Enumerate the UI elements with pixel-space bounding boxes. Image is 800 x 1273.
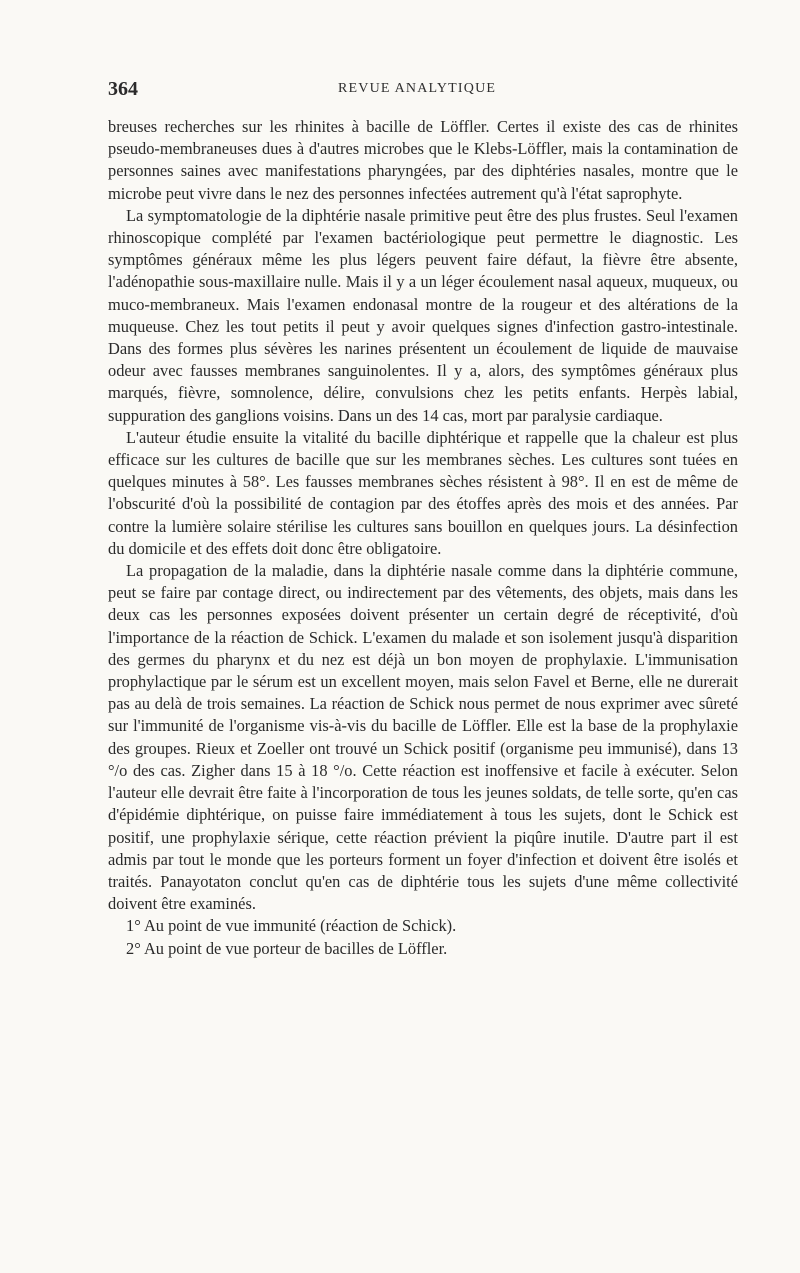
article-body <box>108 116 738 960</box>
running-title: REVUE ANALYTIQUE <box>338 81 497 96</box>
paragraph-propagation: La propagation de la maladie, dans la diphtérie nasale comme dans la diphtérie commune, peut se faire par contage direct, ou indirectement par des vêtements, des objets, mais dans les deux cas les personnes exposées doivent présenter un certain degré de réceptivité, d'où l'importance de la réaction de Schick. L'examen du malade et son isolement jusqu'à disparition des germes du pharynx et du nez est déjà un bon moyen de prophylaxie. L'immunisation prophylactique par le sérum est un excellent moyen, mais selon Favel et Berne, elle ne durerait pas au delà de trois semaines. La réaction de Schick nous permet de nous exprimer avec sûreté sur l'immunité de l'organisme vis-à-vis du bacille de Löffler. Elle est la base de la prophylaxie des groupes. Rieux et Zoeller ont trouvé un Schick positif (organisme peu immunisé), dans 13 °/o des cas. Zigher dans 15 à 18 °/o. Cette réaction est inoffensive et facile à exécuter. Selon l'auteur elle devrait être faite à l'incorporation de tous les jeunes soldats, de telle sorte, qu'en cas d'épidémie diphtérique, on puisse faire immédiatement à tous les sujets, dont le Schick est positif, une prophylaxie sérique, cette réaction prévient la piqûre inutile. D'autre part il est admis par tout le monde que les porteurs forment un foyer d'infection et doivent être isolés et traités. Panayotaton conclut qu'en cas de diphtérie tous les sujets d'une même collectivité doivent être examinés. <box>108 561 738 914</box>
paragraph-vitality: L'auteur étudie ensuite la vitalité du bacille diphtérique et rappelle que la chaleur est plus efficace sur les cultures de bacille que sur les membranes sèches. Les cultures sont tuées en quelques minutes à 58°. Les fausses membranes sèches résistent à 98°. Il en est de même de l'obscurité d'où la possibilité de contagion par des étoffes après des mois et des années. Par contre la lumière solaire stérilise les cultures sans bouillon en quelques jours. La désinfection du domicile et des effets doit donc être obligatoire. <box>108 427 738 558</box>
paragraph-continuation: breuses recherches sur les rhinites à bacille de Löffler. Certes il existe des cas de rhinites pseudo-membraneuses dues à d'autres microbes que le Klebs-Löffler, mais la contamination de personnes saines avec manifestations pharyngées, par des diphtéries nasales, montre que le microbe peut vivre dans le nez des personnes infectées autrement qu'à l'état saprophyte. <box>108 117 738 203</box>
page-header <box>108 78 738 108</box>
list-item-immunity: 1° Au point de vue immunité (réaction de Schick). <box>126 916 457 936</box>
list-item-carriers: 2° Au point de vue porteur de bacilles de Löffler. <box>126 938 448 958</box>
paragraph-symptomatology: La symptomatologie de la diphtérie nasale primitive peut être des plus frustes. Seul l'examen rhinoscopique complété par l'examen bactériologique peut permettre le diagnostic. Les symptômes généraux même les plus légers peuvent faire défaut, la fièvre être absente, l'adénopathie sous-maxillaire nulle. Mais il y a un léger écoulement nasal aqueux, muqueux, ou muco-membraneux. Mais l'examen endonasal montre de la rougeur et des altérations de la muqueuse. Chez les tout petits il peut y avoir quelques signes d'infection gastro-intestinale. Dans des formes plus sévères les narines présentent un écoulement de liquide de mauvaise odeur avec fausses membranes sanguinolentes. Il y a, alors, des symptômes généraux plus marqués, fièvre, somnolence, délire, convulsions chez les petits enfants. Herpès labial, suppuration des ganglions voisins. Dans un des 14 cas, mort par paralysie cardiaque. <box>108 205 738 425</box>
page-number: 364 <box>108 78 138 100</box>
